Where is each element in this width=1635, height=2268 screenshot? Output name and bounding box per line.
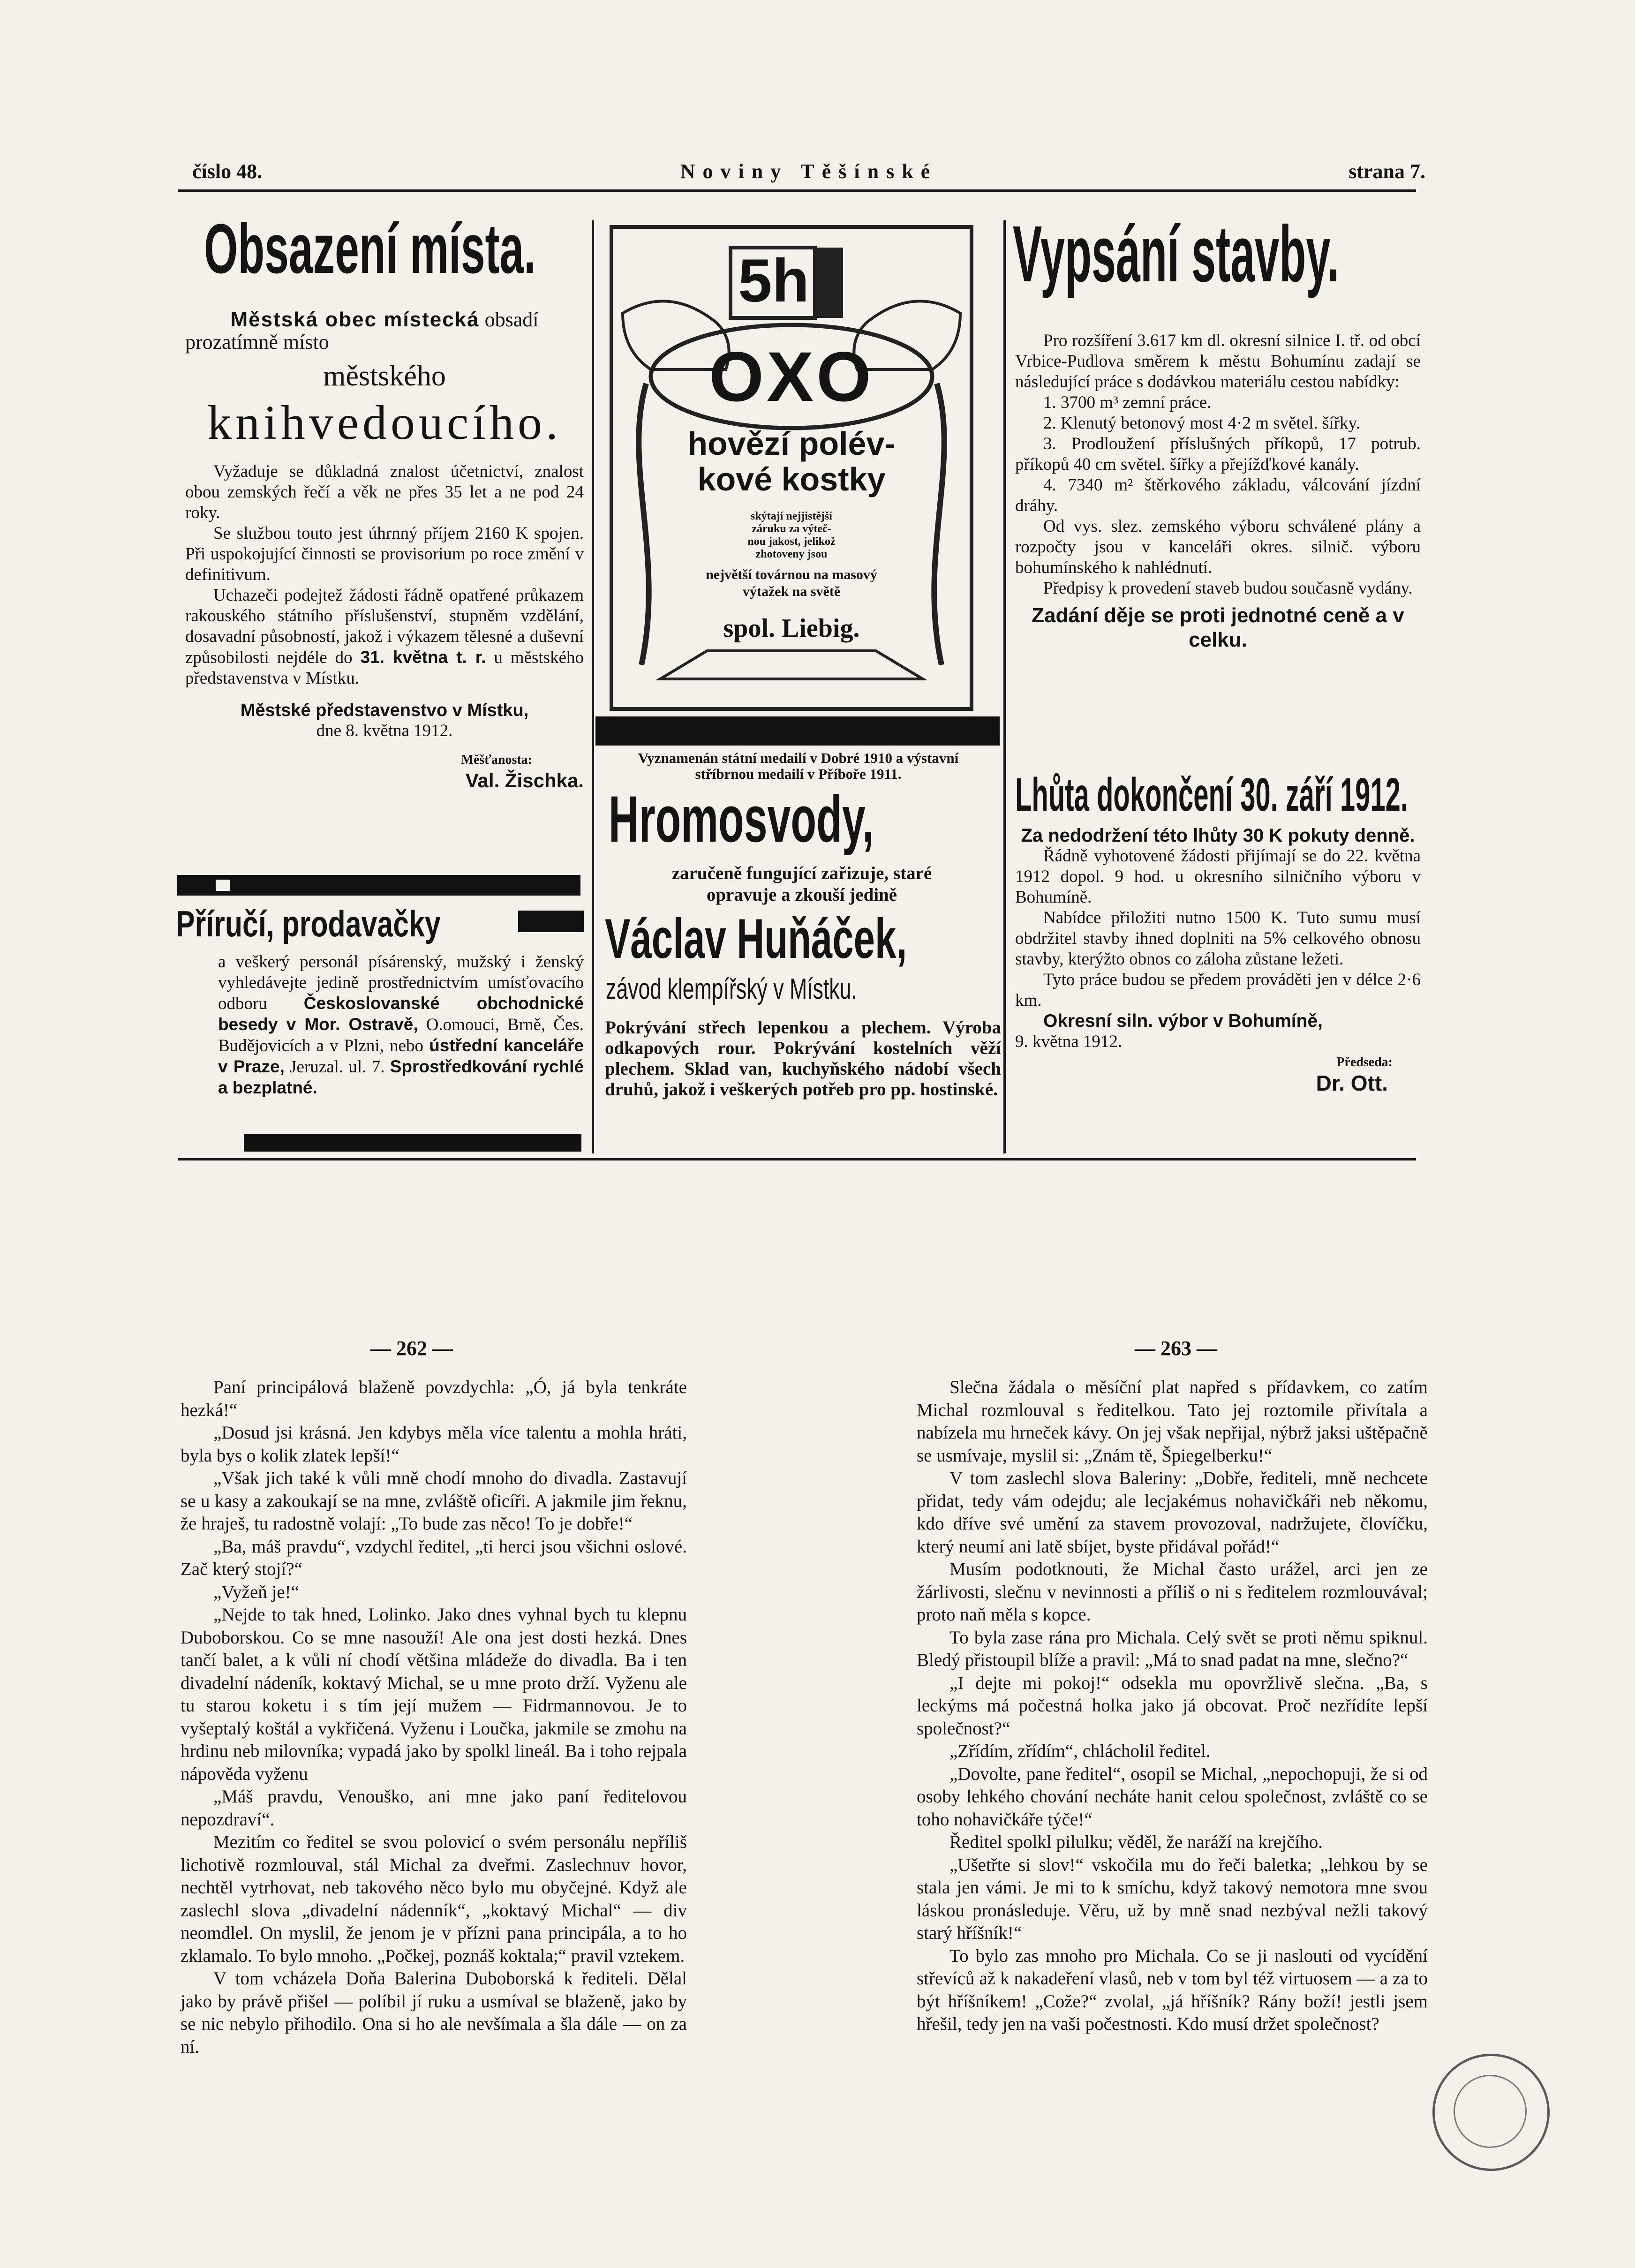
ad-title: Obsazení místa. [204, 209, 536, 288]
ad-job-p2: Se službou touto jest úhrnný příjem 2160 K spojen. Při uspokojující činnosti se provisorium po roce změní v definitivum. [185, 524, 584, 584]
ad-job-intro: Městská obec místecká obsadí [230, 308, 539, 331]
story-paragraph: Slečna žádala o měsíční plat napřed s přídavkem, co zatím Michal rozmlouval s ředitelkou. Tato jej roztomile přivítala a nabízela mu hrneček kávy. On jej však nepřijal, nýbrž jaksi uštěpačně se usmívaje, myslil si: „Znám tě, Špiegelberku!“ [917, 1377, 1428, 1466]
item-3: 3. Prodloužení příslušných příkopů, 17 potrub. příkopů 40 cm světel. šířky a přejížďkové kanály. [1015, 434, 1421, 474]
story-paragraph: V tom zaslechl slova Baleriny: „Dobře, řediteli, mně nechcete přidat, tedy vám odejdu; ale lecjakémus nohavičkáři neb někomu, kdo dříve své umění za stavem provozoval, nadržujete, človíčku, který neumí ani latě sbíjet, byste přidával pořád!“ [917, 1468, 1428, 1557]
story-paragraph: „Máš pravdu, Venouško, ani mne jako paní ředitelovou nepozdraví“. [181, 1786, 687, 1830]
story-page-right: — 263 — [1135, 1337, 1217, 1360]
ad-staff-text: a veškerý personál písárenský, mužský i ženský vyhledávejte jedině prostřednictvím umísťovacího odboru Českoslovanské obchodnické besedy v Mor. Ostravě, O.omouci, Brně, Čes. Budějovicích a v Plzni, nebo ústřední kanceláře v Praze, Jeruzal. ul. 7. Sprostředkování rychlé a bezplatné. [218, 952, 584, 1097]
ad-oxo [610, 225, 973, 711]
story-paragraph: „Nejde to tak hned, Lolinko. Jako dnes vyhnal bych tu klepnu Duboborskou. Co se mne nasouží! Ale ona jest dosti hezká. Dnes tančí balet, a k vůli ní chodí většina mládeže do divadla. Ba i ten divadelní nádeník, koktavý Michal, se u mne proto drží. Vyženu ale tu starou koketu i s tím její mužem — Fidrmannovou. Je to vyšeptalý koštál a vykřičená. Vyženu i Loučka, jakmile se zmohu na hrdinu neb milovníka; vypadá jako by spolkl lineál. Ba i toho rejpala nápověda vyženu [181, 1605, 687, 1784]
medal-line1: Vyznamenán státní medailí v Dobré 1910 a výstavní [638, 750, 959, 766]
ad-lightning-rods [598, 750, 999, 782]
ad-deadline-wrap [1015, 769, 1421, 821]
newspaper-name: Noviny Těšínské [680, 160, 938, 183]
ad-deadline: Lhůta dokončení 30. září 1912. [1015, 769, 1409, 821]
oxo-brand: OXO [709, 337, 874, 416]
ad-job-position: knihvedoucího. [207, 396, 562, 450]
story-paragraph: Mezitím co ředitel se svou polovicí o svém personálu nepříliš lichotivě rozmlouval, stál Michal za dveřmi. Zaslechnuv hovor, nechtěl vytrhovat, neb takového něco bylo mu obyčejné. Když ale zaslechl slova „divadelní nádenník“, „koktavý Michal“ — div neomdlel. On myslil, že jenom je v přízni pana principála, a to ho zklamalo. To bylo mnoho. „Počkej, poznáš koktala;“ pravil vztekem. [181, 1832, 687, 1966]
pointing-hand-icon [518, 911, 584, 932]
story-column-left [181, 1376, 687, 2058]
ad-construction-bold1: Zadání děje se proti jednotné ceně a v celku. [1032, 604, 1404, 651]
leaf-vine-right [934, 384, 944, 665]
ornament-bar-bottom [244, 1134, 581, 1152]
story-paragraph: „Vyžeň je!“ [213, 1582, 299, 1602]
ad-construction-p4: Řádně vyhotovené žádosti přijímají se do 22. května 1912 dopol. 9 hod. u okresního silničního výboru v Bohumíně. [1015, 846, 1421, 907]
oxo-base-ornament [660, 651, 923, 679]
story-paragraph: „Zřídím, zřídím“, chlácholil ředitel. [949, 1741, 1211, 1761]
page-header [192, 159, 1425, 188]
ad-job-p3: Uchazeči podejtež žádosti řádně opatřené průkazem rakouského státního příslušenství, stupněm vzdělání, dosavadní působností, jakož i výkazem tělesné a duševní způsobilosti nejdéle do 31. května t. r. u městského představenstva v Místku. [185, 586, 584, 688]
header-rule [178, 189, 1416, 192]
ad-staff-title-row [176, 905, 584, 942]
story-paragraph: Ředitel spolkl pilulku; věděl, že naráží na krejčího. [949, 1832, 1323, 1852]
ad-staff-title: Příručí, prodavačky [176, 903, 441, 944]
column-rule-2 [1003, 220, 1006, 1153]
page-number: strana 7. [1349, 160, 1425, 183]
oxo-product: hovězí polév- kové kostky [687, 425, 896, 497]
ad-staff [176, 905, 584, 942]
ad-job-p1: Vyžaduje se důkladná znalost účetnictví, znalost obou zemských řečí a věk ne přes 35 let a ne pod 24 roky. [185, 462, 584, 522]
medal-line2: stříbrnou medailí v Příboře 1911. [695, 766, 902, 782]
ad-construction-date: 9. května 1912. [1015, 1032, 1123, 1051]
ad-lightning-title-wrap [609, 784, 1002, 854]
story-paragraph: „Dosud jsi krásná. Jen kdybys měla více talentu a mohla hráti, byla bys o kolik zlatek lepší!“ [181, 1423, 687, 1466]
bottom-ad-rule [178, 1158, 1416, 1160]
story-paragraph: To byla zase rána pro Michala. Celý svět se proti němu spiknul. Bledý přistoupil blíže a pravil: „Má to snad padat na mne, slečno?“ [917, 1627, 1428, 1670]
ad-job-signed: Městské představenstvo v Místku, [240, 701, 529, 720]
ad-lightning-text: Pokrývání střech lepenkou a plechem. Výroba odkapových rour. Pokrývání kostelních věží plechem. Sklad van, kuchyňského nádobí všech druhů, jakož i veškerých potřeb pro pp. hostinské. [605, 1017, 1001, 1100]
ad-construction-p5: Nabídce přiložiti nutno 1500 K. Tuto sumu musí obdržitel stavby ihned doplniti na 5% celkového obnosu stavby, kterýžto obnos co záloha zůstane ležeti. [1015, 908, 1421, 969]
oxo-maker: spol. Liebig. [723, 614, 860, 643]
ornament-gap [216, 880, 230, 891]
ad-staff-body [218, 952, 584, 1099]
ad-job-body [185, 309, 584, 791]
story-paragraph: „I dejte mi pokoj!“ odsekla mu opovržlivě slečna. „Ba, s leckýms má počestná holka jako já obcovat. Proč nezřídíte lepší společnost?“ [917, 1673, 1428, 1739]
oxo-price: 5h [738, 246, 809, 315]
story-paragraph: „Dovolte, pane ředitel“, osopil se Michal, „nepochopuji, že si od osoby lehkého chování necháte hanit celou společnost, zvláště co se toho nohavičkáře týče!“ [917, 1763, 1428, 1830]
ad-job-line3: městského [323, 360, 446, 392]
ad-lightning-name-wrap [605, 907, 1003, 970]
ad-lightning-firm: závod klempířský v Místku. [606, 973, 857, 1005]
story-paragraph: V tom vcházela Doňa Balerina Duboborská k řediteli. Dělal jako by právě přišel — políbil jí ruku a usmíval se blaženě, jako by se nic nebylo přihodilo. Ona si ho ale nevšímala a šla dále — on za ní. [181, 1968, 687, 2057]
ornament-bar [177, 875, 580, 896]
ad-penalty: Za nedodržení této lhůty 30 K pokuty denně. [1021, 825, 1415, 846]
ad-construction-sig: Okresní siln. výbor v Bohumíně, [1043, 1011, 1323, 1031]
library-stamp-inner [1454, 2075, 1527, 2148]
item-1: 1. 3700 m³ zemní práce. [1043, 393, 1212, 412]
oxo-cube-side [815, 248, 843, 318]
ad-lightning-name: Václav Huňáček, [605, 907, 907, 970]
ad-construction-title: Vypsání stavby. [1013, 210, 1340, 299]
ad-lightning-line2: opravuje a zkouší jedině [706, 885, 897, 905]
story-paragraph: „Však jich také k vůli mně chodí mnoho do divadla. Zastavují se u kasy a zakoukají se na mne, zvláště oficíři. A jakmile jim řeknu, že hraješ, tu radostně volají: „To bude zas něco! To je dobře!“ [181, 1468, 687, 1534]
story-column-right [917, 1376, 1428, 2036]
ad-lightning-body [603, 863, 1001, 906]
ad-lightning-line1: zaručeně fungující zařizuje, staré [671, 863, 932, 883]
ad-lightning-text-wrap [605, 1017, 1001, 1100]
ad-construction-p2: Od vys. slez. zemského výboru schválené plány a rozpočty jsou v kanceláři okres. silnič. výboru bohumínského k nahlédnutí. [1015, 517, 1421, 577]
ad-construction-p1: Pro rozšíření 3.617 km dl. okresní silnice I. tř. od obcí Vrbice-Pudlova směrem k městu Bohumínu zadají se následující práce s dodávkou materiálu cestou nabídky: [1015, 331, 1421, 392]
item-2: 2. Klenutý betonový most 4·2 m světel. šířky. [1043, 414, 1360, 433]
black-band [595, 716, 1000, 746]
oxo-small-text: skýtají nejjistější záruku za výteč- nou jakost, jelikož zhotoveny jsou největší továrnou na masový výtažek na světě [706, 510, 877, 599]
ad-job-opening [195, 209, 584, 288]
ad-construction-p6: Tyto práce budou se předem prováděti jen v délce 2·6 km. [1015, 970, 1421, 1010]
ad-chair-label: Předseda: [1336, 1055, 1393, 1070]
story-page-left: — 262 — [370, 1337, 453, 1360]
ad-construction-body2 [1015, 825, 1421, 1093]
story-paragraph: Paní principálová blaženě povzdychla: „Ó, já byla tenkráte hezká!“ [181, 1377, 687, 1420]
ad-job-mayor-label: Měšťanosta: [461, 753, 532, 767]
item-4: 4. 7340 m² štěrkového základu, válcování jízdní dráhy. [1015, 475, 1421, 515]
story-paragraph: „Ba, máš pravdu“, vzdychl ředitel, „ti herci jsou všichni oslové. Zač který stojí?“ [181, 1536, 687, 1579]
ad-construction-p3: Předpisy k provedení staveb budou současně vydány. [1043, 579, 1413, 598]
story-paragraph: Musím podotknouti, že Michal často urážel, arci jen ze žárlivosti, slečnu v nevinnosti a příliš o ni s ředitelem rozmlouvával; proto naň měla s kopce. [917, 1559, 1428, 1625]
ad-lightning-title: Hromosvody, [609, 782, 874, 856]
issue-number: číslo 48. [192, 160, 263, 183]
ad-job-date: dne 8. května 1912. [316, 721, 453, 740]
ad-construction-body [1015, 331, 1421, 652]
story-paragraph: „Ušetřte si slov!“ vskočila mu do řeči baletka; „lehkou by se stala jen vámi. Je mi to k smíchu, když takový nemotora mne svou láskou pronásleduje. Věru, už by mně snad nezbýval nežli takový starý hříšník!“ [917, 1854, 1428, 1943]
ad-chair-name: Dr. Ott. [1316, 1071, 1388, 1095]
ad-construction [1013, 210, 1421, 299]
ad-lightning-firm-wrap [606, 973, 1004, 1006]
column-rule-1 [592, 220, 594, 1153]
leaf-vine-left [639, 384, 648, 665]
ad-job-mayor-name: Val. Žischka. [465, 769, 584, 791]
ad-job-line2: prozatímně místo [185, 331, 329, 354]
story-paragraph: To bylo zas mnoho pro Michala. Co se ji naslouti od vycídění střevíců až k nakadeření vlasů, neb v tom byl též virtuosem — a za to být hříšníkem! „Cože?“ zvolal, „já hříšník? Rány boží! jestli jsem hřešil, tedy jen na vaši počestnosti. Kdo musí držet společnost? [917, 1945, 1428, 2034]
